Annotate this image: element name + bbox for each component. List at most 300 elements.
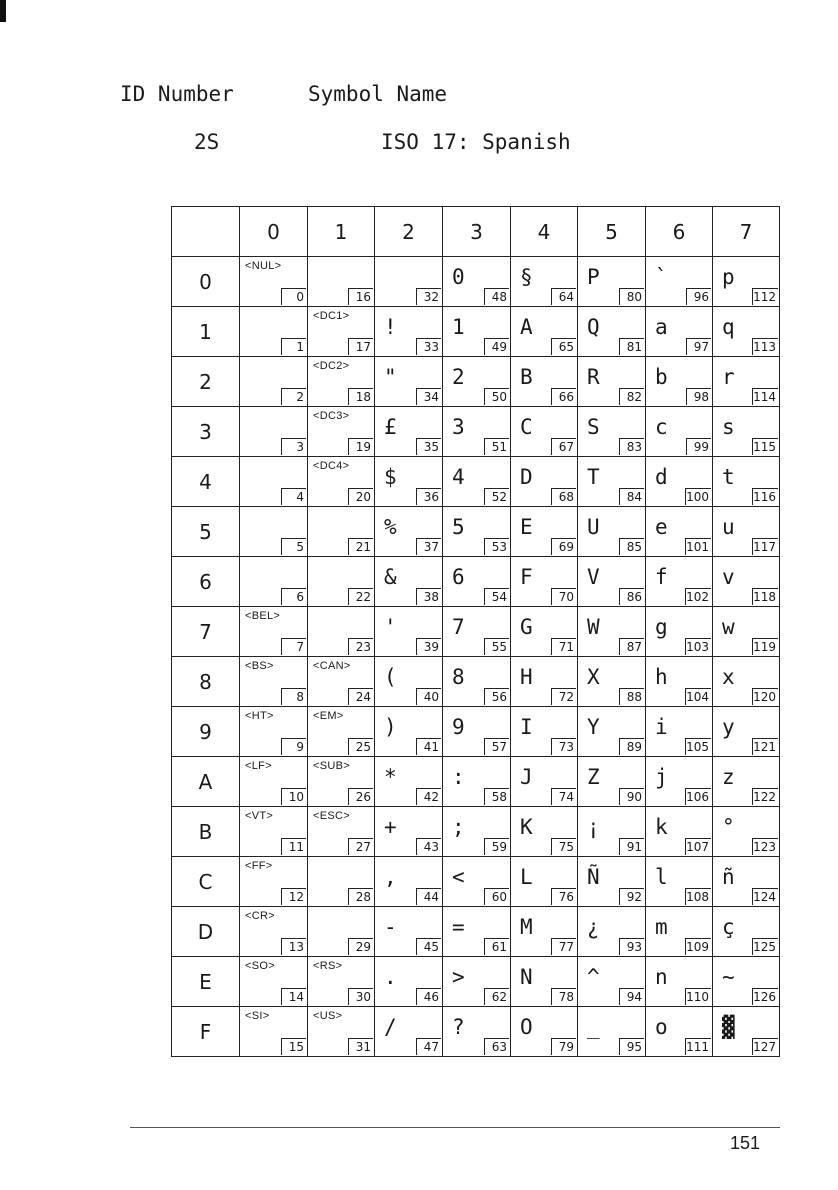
character-glyph: B bbox=[520, 365, 533, 389]
decimal-code-box: 5 bbox=[281, 538, 306, 555]
character-cell bbox=[240, 657, 308, 707]
character-cell bbox=[375, 657, 443, 707]
character-glyph: k bbox=[655, 815, 668, 839]
column-header: 7 bbox=[713, 207, 780, 257]
character-cell bbox=[240, 507, 308, 557]
decimal-code-box: 54 bbox=[484, 588, 509, 605]
table-row bbox=[172, 807, 780, 857]
decimal-code-box: 10 bbox=[281, 788, 306, 805]
character-glyph: ~ bbox=[722, 965, 735, 989]
character-cell bbox=[308, 257, 375, 307]
character-glyph: j bbox=[655, 765, 668, 789]
decimal-code-box: 78 bbox=[551, 988, 576, 1005]
character-glyph: 3 bbox=[452, 415, 465, 439]
character-cell bbox=[646, 557, 713, 607]
character-cell bbox=[646, 707, 713, 757]
decimal-code-box: 25 bbox=[348, 738, 373, 755]
decimal-code-box: 114 bbox=[753, 390, 776, 404]
decimal-code-box: 16 bbox=[348, 288, 373, 305]
character-cell bbox=[511, 407, 578, 457]
character-cell bbox=[443, 957, 511, 1007]
character-glyph: ) bbox=[384, 715, 397, 739]
character-cell bbox=[308, 657, 375, 707]
character-glyph: o bbox=[655, 1015, 668, 1039]
decimal-code-box: 102 bbox=[686, 590, 709, 604]
character-cell bbox=[308, 757, 375, 807]
decimal-code-box: 3 bbox=[281, 438, 306, 455]
table-row bbox=[172, 507, 780, 557]
character-cell bbox=[511, 507, 578, 557]
character-cell bbox=[578, 707, 646, 757]
character-glyph: m bbox=[655, 915, 668, 939]
decimal-code-box: 40 bbox=[416, 688, 441, 705]
decimal-code-box: 42 bbox=[416, 788, 441, 805]
decimal-code-box: 76 bbox=[551, 888, 576, 905]
character-glyph: - bbox=[384, 915, 397, 939]
decimal-code-box: 20 bbox=[348, 488, 373, 505]
character-cell bbox=[713, 407, 780, 457]
decimal-code-box: 120 bbox=[753, 690, 776, 704]
row-header: C bbox=[172, 857, 240, 907]
character-cell bbox=[511, 907, 578, 957]
control-code-label: <CAN> bbox=[313, 660, 351, 672]
row-header: 6 bbox=[172, 557, 240, 607]
character-cell bbox=[713, 957, 780, 1007]
character-glyph: C bbox=[520, 415, 533, 439]
row-header: 0 bbox=[172, 257, 240, 307]
character-glyph: & bbox=[384, 565, 397, 589]
character-cell bbox=[375, 757, 443, 807]
character-glyph: ( bbox=[384, 665, 397, 689]
character-cell bbox=[375, 1007, 443, 1057]
decimal-code-box: 67 bbox=[551, 438, 576, 455]
scan-edge-mark bbox=[0, 0, 6, 22]
corner-cell bbox=[172, 207, 240, 257]
character-cell bbox=[375, 807, 443, 857]
table-row bbox=[172, 1007, 780, 1057]
character-glyph: f bbox=[655, 565, 668, 589]
character-glyph: N bbox=[520, 965, 533, 989]
decimal-code-box: 83 bbox=[619, 438, 644, 455]
character-cell bbox=[443, 907, 511, 957]
symbol-name-value: ISO 17: Spanish bbox=[381, 130, 571, 154]
decimal-code-box: 103 bbox=[686, 640, 709, 654]
decimal-code-box: 117 bbox=[753, 540, 776, 554]
table-row bbox=[172, 257, 780, 307]
control-code-label: <NUL> bbox=[245, 260, 282, 272]
character-glyph: J bbox=[520, 765, 533, 789]
character-cell bbox=[578, 807, 646, 857]
decimal-code-box: 96 bbox=[686, 288, 711, 305]
decimal-code-box: 24 bbox=[348, 688, 373, 705]
character-glyph: y bbox=[722, 715, 735, 739]
decimal-code-box: 110 bbox=[686, 990, 709, 1004]
row-header: 5 bbox=[172, 507, 240, 557]
character-glyph: * bbox=[384, 765, 397, 789]
character-cell bbox=[375, 607, 443, 657]
character-glyph: i bbox=[655, 715, 668, 739]
character-glyph: , bbox=[384, 865, 397, 889]
character-glyph: ' bbox=[384, 615, 397, 639]
control-code-label: <SI> bbox=[245, 1010, 270, 1022]
decimal-code-box: 101 bbox=[686, 540, 709, 554]
control-code-label: <BS> bbox=[245, 660, 274, 672]
decimal-code-box: 34 bbox=[416, 388, 441, 405]
character-cell bbox=[240, 907, 308, 957]
control-code-label: <RS> bbox=[313, 960, 343, 972]
character-cell bbox=[240, 607, 308, 657]
character-cell bbox=[646, 507, 713, 557]
decimal-code-box: 74 bbox=[551, 788, 576, 805]
character-glyph: < bbox=[452, 865, 465, 889]
character-cell bbox=[443, 257, 511, 307]
character-cell bbox=[375, 457, 443, 507]
decimal-code-box: 77 bbox=[551, 938, 576, 955]
decimal-code-box: 70 bbox=[551, 588, 576, 605]
character-cell bbox=[375, 357, 443, 407]
character-glyph: M bbox=[520, 915, 533, 939]
character-cell bbox=[713, 507, 780, 557]
character-cell bbox=[240, 1007, 308, 1057]
decimal-code-box: 58 bbox=[484, 788, 509, 805]
decimal-code-box: 2 bbox=[281, 388, 306, 405]
control-code-label: <LF> bbox=[245, 760, 272, 772]
decimal-code-box: 32 bbox=[416, 288, 441, 305]
decimal-code-box: 27 bbox=[348, 838, 373, 855]
character-glyph: O bbox=[520, 1015, 533, 1039]
table-row bbox=[172, 857, 780, 907]
character-glyph: T bbox=[587, 465, 600, 489]
character-cell bbox=[511, 307, 578, 357]
column-header: 0 bbox=[240, 207, 308, 257]
character-cell bbox=[240, 407, 308, 457]
character-cell bbox=[308, 557, 375, 607]
page-number: 151 bbox=[730, 1133, 761, 1153]
decimal-code-box: 90 bbox=[619, 788, 644, 805]
character-cell bbox=[308, 907, 375, 957]
decimal-code-box: 33 bbox=[416, 338, 441, 355]
control-code-label: <SUB> bbox=[313, 760, 350, 772]
table-row bbox=[172, 957, 780, 1007]
table-row bbox=[172, 607, 780, 657]
character-cell bbox=[646, 1007, 713, 1057]
character-cell bbox=[511, 857, 578, 907]
character-cell bbox=[713, 557, 780, 607]
control-code-label: <CR> bbox=[245, 910, 275, 922]
character-cell bbox=[578, 607, 646, 657]
character-set-table bbox=[171, 206, 780, 1057]
control-code-label: <DC4> bbox=[313, 460, 350, 472]
decimal-code-box: 73 bbox=[551, 738, 576, 755]
character-glyph: I bbox=[520, 715, 533, 739]
control-code-label: <BEL> bbox=[245, 610, 281, 622]
decimal-code-box: 28 bbox=[348, 888, 373, 905]
character-glyph: L bbox=[520, 865, 533, 889]
character-cell bbox=[578, 557, 646, 607]
row-header: 1 bbox=[172, 307, 240, 357]
decimal-code-box: 35 bbox=[416, 438, 441, 455]
table-row bbox=[172, 707, 780, 757]
character-cell bbox=[646, 357, 713, 407]
decimal-code-box: 99 bbox=[686, 438, 711, 455]
character-glyph: S bbox=[587, 415, 600, 439]
decimal-code-box: 46 bbox=[416, 988, 441, 1005]
character-glyph: l bbox=[655, 865, 668, 889]
decimal-code-box: 126 bbox=[753, 990, 776, 1004]
table-row bbox=[172, 557, 780, 607]
character-glyph: n bbox=[655, 965, 668, 989]
character-cell bbox=[646, 857, 713, 907]
character-glyph: D bbox=[520, 465, 533, 489]
character-glyph: ° bbox=[722, 815, 735, 839]
table-row bbox=[172, 757, 780, 807]
character-cell bbox=[375, 257, 443, 307]
character-cell bbox=[240, 357, 308, 407]
character-glyph: w bbox=[722, 615, 735, 639]
character-cell bbox=[375, 407, 443, 457]
decimal-code-box: 98 bbox=[686, 388, 711, 405]
control-code-label: <US> bbox=[313, 1010, 343, 1022]
character-glyph: p bbox=[722, 265, 735, 289]
character-cell bbox=[443, 1007, 511, 1057]
decimal-code-box: 93 bbox=[619, 938, 644, 955]
control-code-label: <FF> bbox=[245, 860, 273, 872]
character-cell bbox=[713, 457, 780, 507]
character-cell bbox=[646, 807, 713, 857]
decimal-code-box: 22 bbox=[348, 588, 373, 605]
table-row bbox=[172, 457, 780, 507]
decimal-code-box: 19 bbox=[348, 438, 373, 455]
character-glyph: q bbox=[722, 315, 735, 339]
character-glyph: 1 bbox=[452, 315, 465, 339]
column-header: 1 bbox=[308, 207, 375, 257]
row-header: E bbox=[172, 957, 240, 1007]
decimal-code-box: 94 bbox=[619, 988, 644, 1005]
decimal-code-box: 107 bbox=[686, 840, 709, 854]
decimal-code-box: 116 bbox=[753, 490, 776, 504]
table-row bbox=[172, 657, 780, 707]
character-glyph: / bbox=[384, 1015, 397, 1039]
character-cell bbox=[578, 907, 646, 957]
decimal-code-box: 123 bbox=[753, 840, 776, 854]
character-cell bbox=[713, 807, 780, 857]
character-cell bbox=[240, 857, 308, 907]
character-cell bbox=[578, 357, 646, 407]
decimal-code-box: 57 bbox=[484, 738, 509, 755]
character-cell bbox=[443, 557, 511, 607]
decimal-code-box: 12 bbox=[281, 888, 306, 905]
decimal-code-box: 1 bbox=[281, 338, 306, 355]
character-cell bbox=[511, 607, 578, 657]
character-cell bbox=[578, 957, 646, 1007]
character-glyph: P bbox=[587, 265, 600, 289]
decimal-code-box: 124 bbox=[753, 890, 776, 904]
character-cell bbox=[308, 307, 375, 357]
decimal-code-box: 39 bbox=[416, 638, 441, 655]
character-cell bbox=[646, 957, 713, 1007]
character-cell bbox=[511, 707, 578, 757]
character-cell bbox=[240, 557, 308, 607]
character-glyph: : bbox=[452, 765, 465, 789]
column-header: 5 bbox=[578, 207, 646, 257]
decimal-code-box: 15 bbox=[281, 1038, 306, 1055]
character-glyph: ▓ bbox=[722, 1015, 735, 1039]
character-glyph: + bbox=[384, 815, 397, 839]
table-row bbox=[172, 407, 780, 457]
character-glyph: G bbox=[520, 615, 533, 639]
decimal-code-box: 84 bbox=[619, 488, 644, 505]
decimal-code-box: 13 bbox=[281, 938, 306, 955]
character-glyph: h bbox=[655, 665, 668, 689]
character-glyph: ñ bbox=[722, 865, 735, 889]
character-cell bbox=[713, 707, 780, 757]
decimal-code-box: 6 bbox=[281, 588, 306, 605]
row-header: 9 bbox=[172, 707, 240, 757]
footer-rule bbox=[130, 1127, 780, 1128]
column-header: 3 bbox=[443, 207, 511, 257]
character-cell bbox=[308, 507, 375, 557]
character-glyph: 7 bbox=[452, 615, 465, 639]
decimal-code-box: 92 bbox=[619, 888, 644, 905]
character-cell bbox=[713, 607, 780, 657]
character-cell bbox=[375, 707, 443, 757]
decimal-code-box: 122 bbox=[753, 790, 776, 804]
decimal-code-box: 61 bbox=[484, 938, 509, 955]
character-glyph: E bbox=[520, 515, 533, 539]
control-code-label: <DC1> bbox=[313, 310, 350, 322]
character-cell bbox=[443, 607, 511, 657]
decimal-code-box: 104 bbox=[686, 690, 709, 704]
table-row bbox=[172, 357, 780, 407]
decimal-code-box: 105 bbox=[686, 740, 709, 754]
character-glyph: x bbox=[722, 665, 735, 689]
character-cell bbox=[240, 307, 308, 357]
decimal-code-box: 62 bbox=[484, 988, 509, 1005]
character-glyph: _ bbox=[587, 1015, 600, 1039]
character-cell bbox=[308, 807, 375, 857]
character-cell bbox=[375, 907, 443, 957]
character-cell bbox=[511, 657, 578, 707]
character-glyph: a bbox=[655, 315, 668, 339]
character-glyph: 2 bbox=[452, 365, 465, 389]
character-cell bbox=[443, 707, 511, 757]
character-cell bbox=[713, 757, 780, 807]
character-cell bbox=[308, 607, 375, 657]
decimal-code-box: 64 bbox=[551, 288, 576, 305]
character-cell bbox=[443, 357, 511, 407]
decimal-code-box: 75 bbox=[551, 838, 576, 855]
character-cell bbox=[646, 657, 713, 707]
decimal-code-box: 49 bbox=[484, 338, 509, 355]
character-glyph: d bbox=[655, 465, 668, 489]
control-code-label: <DC2> bbox=[313, 360, 350, 372]
decimal-code-box: 51 bbox=[484, 438, 509, 455]
character-cell bbox=[646, 607, 713, 657]
character-cell bbox=[713, 907, 780, 957]
decimal-code-box: 4 bbox=[281, 488, 306, 505]
character-cell bbox=[511, 1007, 578, 1057]
character-cell bbox=[511, 357, 578, 407]
character-cell bbox=[578, 857, 646, 907]
symbol-name-label: Symbol Name bbox=[308, 82, 448, 106]
character-glyph: b bbox=[655, 365, 668, 389]
character-cell bbox=[443, 507, 511, 557]
character-cell bbox=[578, 507, 646, 557]
character-glyph: Z bbox=[587, 765, 600, 789]
character-cell bbox=[646, 907, 713, 957]
character-cell bbox=[578, 757, 646, 807]
character-glyph: r bbox=[722, 365, 735, 389]
decimal-code-box: 18 bbox=[348, 388, 373, 405]
decimal-code-box: 60 bbox=[484, 888, 509, 905]
character-glyph: Y bbox=[587, 715, 600, 739]
row-header: 4 bbox=[172, 457, 240, 507]
character-glyph: $ bbox=[384, 465, 397, 489]
character-cell bbox=[240, 807, 308, 857]
control-code-label: <ESC> bbox=[313, 810, 350, 822]
decimal-code-box: 23 bbox=[348, 638, 373, 655]
character-cell bbox=[578, 307, 646, 357]
decimal-code-box: 112 bbox=[753, 290, 776, 304]
decimal-code-box: 81 bbox=[619, 338, 644, 355]
character-glyph: ¡ bbox=[587, 815, 600, 839]
character-glyph: . bbox=[384, 965, 397, 989]
character-glyph: 6 bbox=[452, 565, 465, 589]
decimal-code-box: 87 bbox=[619, 638, 644, 655]
character-cell bbox=[443, 307, 511, 357]
column-header-row bbox=[172, 207, 780, 257]
character-glyph: ; bbox=[452, 815, 465, 839]
character-glyph: U bbox=[587, 515, 600, 539]
character-glyph: 4 bbox=[452, 465, 465, 489]
character-cell bbox=[713, 307, 780, 357]
row-header: A bbox=[172, 757, 240, 807]
character-glyph: Ñ bbox=[587, 865, 600, 889]
control-code-label: <SO> bbox=[245, 960, 275, 972]
character-glyph: % bbox=[384, 515, 397, 539]
decimal-code-box: 85 bbox=[619, 538, 644, 555]
decimal-code-box: 11 bbox=[281, 838, 306, 855]
decimal-code-box: 45 bbox=[416, 938, 441, 955]
character-cell bbox=[578, 407, 646, 457]
character-cell bbox=[240, 957, 308, 1007]
decimal-code-box: 50 bbox=[484, 388, 509, 405]
character-cell bbox=[240, 707, 308, 757]
decimal-code-box: 127 bbox=[753, 1040, 776, 1054]
decimal-code-box: 26 bbox=[348, 788, 373, 805]
character-glyph: t bbox=[722, 465, 735, 489]
character-cell bbox=[375, 507, 443, 557]
character-cell bbox=[443, 857, 511, 907]
character-glyph: F bbox=[520, 565, 533, 589]
character-cell bbox=[240, 457, 308, 507]
character-cell bbox=[646, 307, 713, 357]
decimal-code-box: 8 bbox=[281, 688, 306, 705]
decimal-code-box: 118 bbox=[753, 590, 776, 604]
decimal-code-box: 36 bbox=[416, 488, 441, 505]
character-cell bbox=[375, 557, 443, 607]
decimal-code-box: 71 bbox=[551, 638, 576, 655]
decimal-code-box: 66 bbox=[551, 388, 576, 405]
decimal-code-box: 109 bbox=[686, 940, 709, 954]
column-header: 6 bbox=[646, 207, 713, 257]
character-glyph: ! bbox=[384, 315, 397, 339]
decimal-code-box: 119 bbox=[753, 640, 776, 654]
control-code-label: <DC3> bbox=[313, 410, 350, 422]
table-body bbox=[172, 257, 780, 1057]
character-glyph: V bbox=[587, 565, 600, 589]
decimal-code-box: 52 bbox=[484, 488, 509, 505]
